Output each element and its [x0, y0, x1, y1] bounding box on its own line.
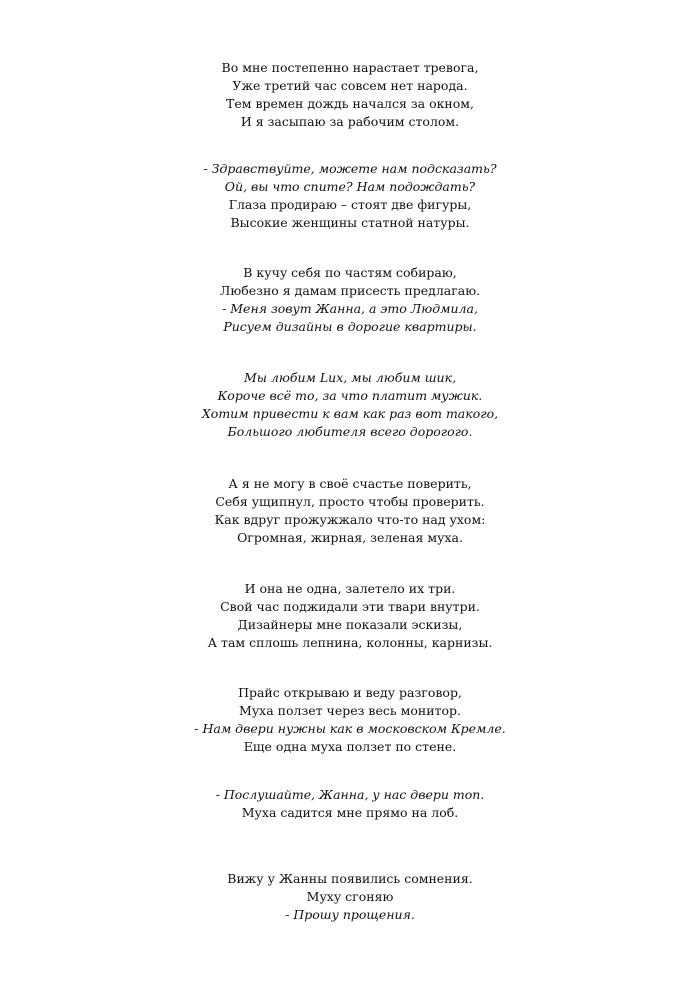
- poem-stanza-2: [0, 160, 700, 232]
- poem-line: - Прошу прощения.: [285, 907, 415, 922]
- poem-line: Хотим привести к вам как раз вот такого,: [201, 406, 499, 421]
- poem-line: Во мне постепенно нарастает тревога,: [221, 60, 479, 75]
- poem-line: Огромная, жирная, зеленая муха.: [237, 530, 463, 545]
- poem-line: Свой час поджидали эти твари внутри.: [220, 599, 480, 614]
- poem-line: Высокие женщины статной натуры.: [230, 215, 470, 230]
- poem-line: Мы любим Lux, мы любим шик,: [243, 370, 457, 385]
- poem-stanza-3: [0, 264, 700, 336]
- poem-line: А я не могу в своё счастье поверить,: [228, 476, 472, 491]
- poem-line: Прайс открываю и веду разговор,: [238, 685, 462, 700]
- poem-stanza-6: [0, 580, 700, 652]
- poem-stanza-5: [0, 475, 700, 547]
- poem-line: Глаза продираю – стоят две фигуры,: [228, 197, 472, 212]
- poem-line: Тем времен дождь начался за окном,: [226, 96, 474, 111]
- poem-line: Муха садится мне прямо на лоб.: [241, 805, 459, 820]
- poem-line: Муха ползет через весь монитор.: [239, 703, 461, 718]
- poem-line: Вижу у Жанны появились сомнения.: [227, 871, 473, 886]
- poem-stanza-9: [0, 870, 700, 924]
- poem-line: Любезно я дамам присесть предлагаю.: [219, 283, 481, 298]
- poem-line: - Послушайте, Жанна, у нас двери топ.: [215, 787, 485, 802]
- poem-line: И я засыпаю за рабочим столом.: [240, 114, 460, 129]
- poem-line: Ой, вы что спите? Нам подождать?: [224, 179, 476, 194]
- poem-stanza-8: [0, 786, 700, 822]
- poem-line: Короче всё то, за что платит мужик.: [217, 388, 483, 403]
- poem-stanza-7: [0, 684, 700, 756]
- poem-stanza-1: [0, 59, 700, 131]
- poem-line: Как вдруг прожужжало что-то над ухом:: [214, 512, 486, 527]
- poem-line: Уже третий час совсем нет народа.: [232, 78, 468, 93]
- poem-line: Еще одна муха ползет по стене.: [243, 739, 457, 754]
- poem-line: - Здравствуйте, можете нам подсказать?: [203, 161, 497, 176]
- poem-line: Большого любителя всего дорогого.: [227, 424, 473, 439]
- poem-line: - Нам двери нужны как в московском Кремле.: [194, 721, 506, 736]
- poem-line: Дизайнеры мне показали эскизы,: [237, 617, 463, 632]
- poem-line: А там сплошь лепнина, колонны, карнизы.: [207, 635, 493, 650]
- poem-line: В кучу себя по частям собираю,: [243, 265, 457, 280]
- poem-line: Муху сгоняю: [306, 889, 394, 904]
- poem-line: И она не одна, залетело их три.: [244, 581, 456, 596]
- poem-stanza-4: [0, 369, 700, 441]
- poem-line: Себя ущипнул, просто чтобы проверить.: [215, 494, 485, 509]
- poem-line: - Меня зовут Жанна, а это Людмила,: [222, 301, 478, 316]
- poem-line: Рисуем дизайны в дорогие квартиры.: [223, 319, 477, 334]
